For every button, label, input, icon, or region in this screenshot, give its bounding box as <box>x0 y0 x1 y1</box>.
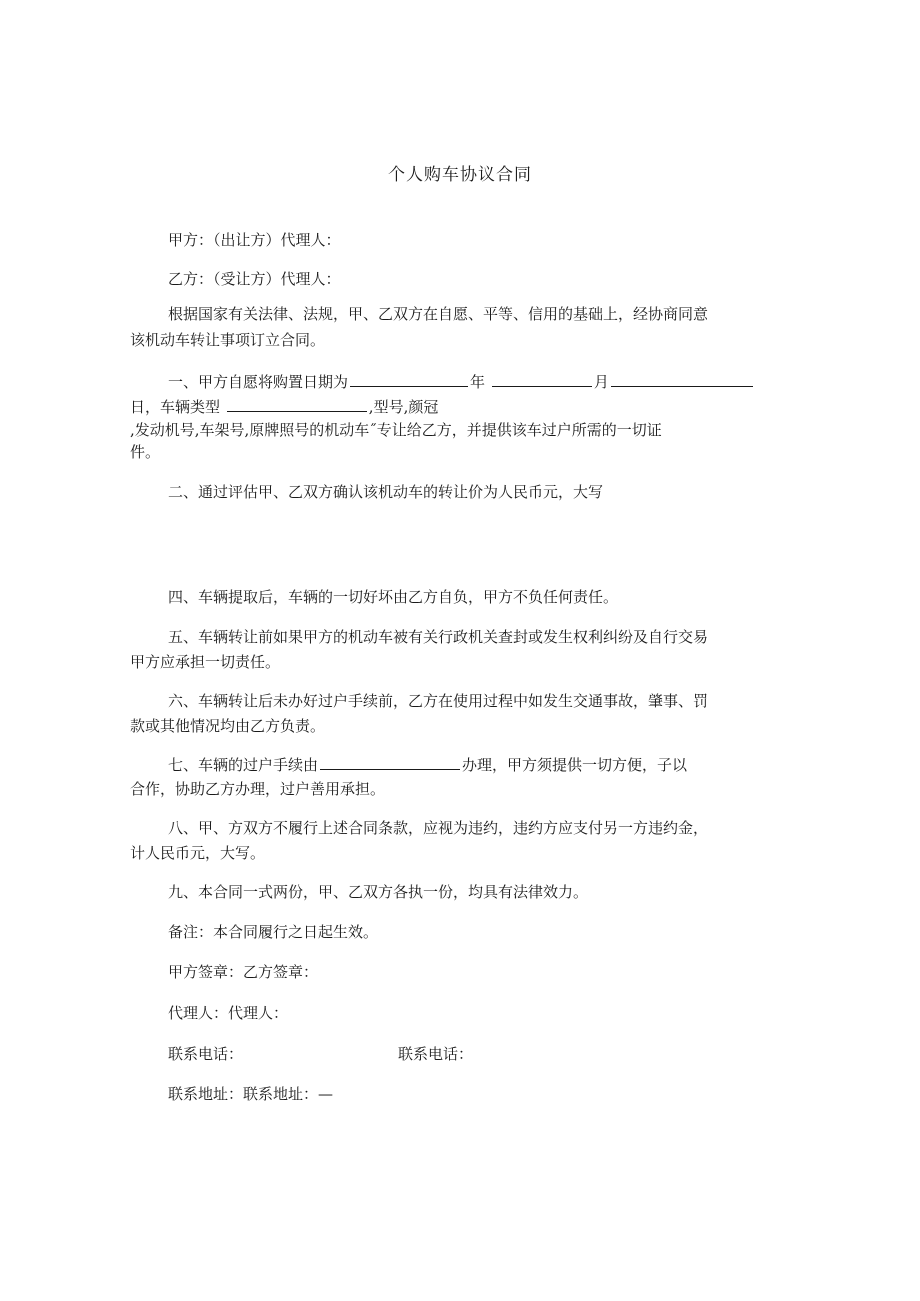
clause-1-line-4: 件。 <box>130 443 161 461</box>
clause-8-line-2: 计人民币元，大写。 <box>130 844 266 862</box>
clause-8-line-1: 八、甲、方双方不履行上述合同条款，应视为违约，违约方应支付另一方违约金， <box>168 819 709 837</box>
intro-line-2: 该机动车转让事项订立合同。 <box>130 331 326 349</box>
clause-2: 二、通过评估甲、乙双方确认该机动车的转让价为人民币元，大写 <box>168 483 604 501</box>
transfer-handler-blank[interactable] <box>320 755 460 770</box>
clause-1-line-1 <box>168 370 755 394</box>
clause-7-line-1 <box>168 753 687 777</box>
signature-line: 甲方签章：乙方签章： <box>168 963 319 981</box>
clause-6-line-2: 款或其他情况均由乙方负责。 <box>130 717 326 735</box>
clause-5-line-1: 五、车辆转让前如果甲方的机动车被有关行政机关查封或发生权利纠纷及自行交易 <box>168 628 709 646</box>
clause-7-text-a: 七、车辆的过户手续由 <box>168 756 319 774</box>
remark-line: 备注：本合同履行之日起生效。 <box>168 923 379 941</box>
clause-4: 四、车辆提取后，车辆的一切好坏由乙方自负，甲方不负任何责任。 <box>168 588 619 606</box>
clause-1-day: 日，车辆类型 <box>130 398 221 416</box>
clause-9: 九、本合同一式两份，甲、乙双方各执一份，均具有法律效力。 <box>168 883 589 901</box>
clause-1-year: 年 <box>470 373 486 391</box>
clause-1-line-2 <box>130 395 438 419</box>
party-b-line: 乙方：（受让方）代理人： <box>168 270 341 288</box>
clause-6-line-1: 六、车辆转让后未办好过户手续前，乙方在使用过程中如发生交通事故，肇事、罚 <box>168 692 709 710</box>
phone-line <box>168 1042 473 1066</box>
phone-b-label: 联系电话： <box>398 1045 474 1063</box>
clause-1-month: 月 <box>593 373 609 391</box>
purchase-month-blank[interactable] <box>492 372 592 387</box>
clause-1-text: 一、甲方自愿将购置日期为 <box>168 373 349 391</box>
purchase-date-blank[interactable] <box>350 372 468 387</box>
clause-7-line-2: 合作，协助乙方办理，过户善用承担。 <box>130 780 386 798</box>
agent-line: 代理人：代理人： <box>168 1004 289 1022</box>
clause-7-text-b: 办理，甲方须提供一切方便，子以 <box>462 756 688 774</box>
phone-a-label: 联系电话： <box>168 1045 244 1063</box>
clause-1-model: ,型号,颜冠 <box>368 398 439 416</box>
purchase-day-blank[interactable] <box>611 372 753 387</box>
vehicle-type-blank[interactable] <box>227 397 367 412</box>
clause-5-line-2: 甲方应承担一切责任。 <box>130 653 281 671</box>
clause-1-line-3: ,发动机号,车架号,原牌照号的机动车˝专让给乙方，并提供该车过户所需的一切证 <box>130 421 662 439</box>
address-line: 联系地址：联系地址：— <box>168 1085 334 1103</box>
document-title: 个人购车协议合同 <box>388 165 532 185</box>
intro-line-1: 根据国家有关法律、法规，甲、乙双方在自愿、平等、信用的基础上，经协商同意 <box>168 305 709 323</box>
party-a-line: 甲方：（出让方）代理人： <box>168 231 341 249</box>
